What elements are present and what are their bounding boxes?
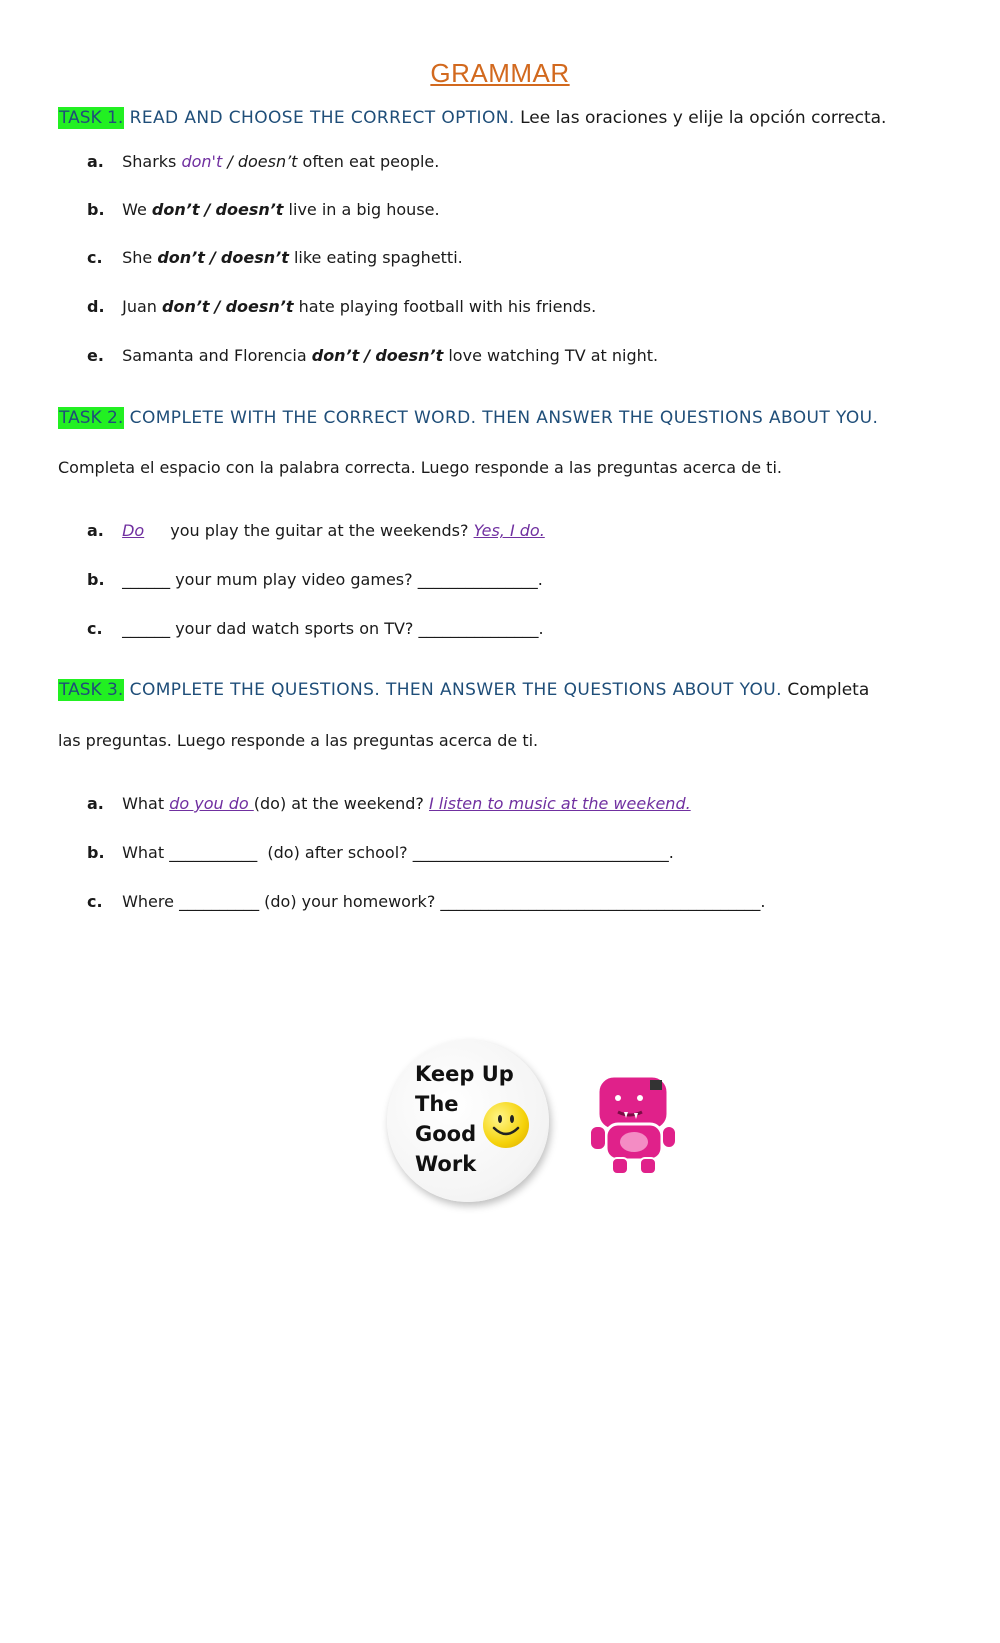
task2-blank[interactable]: ______ — [122, 570, 171, 589]
task2-note: Completa el espacio con la palabra correcta. Luego responde a las preguntas acerca de ti. — [58, 458, 782, 477]
task1-header — [58, 108, 970, 128]
task3-heading: COMPLETE THE QUESTIONS. THEN ANSWER THE QUESTIONS ABOUT YOU. — [129, 680, 782, 700]
task2-answer[interactable]: Yes, I do. — [473, 521, 545, 540]
task2-blank[interactable]: ______ — [122, 619, 171, 638]
task2-header — [58, 408, 970, 428]
task2-item-b: b. ______ your mum play video games? _______________. — [87, 570, 543, 589]
task2-item-a: a. Do you play the guitar at the weekends? Yes, I do. — [87, 521, 545, 540]
task1-option[interactable]: don’t — [162, 297, 210, 316]
task3-blank[interactable]: do you do — [169, 794, 254, 813]
page-title: GRAMMAR — [430, 58, 570, 88]
task3-header — [58, 680, 970, 700]
task3-answer[interactable]: ________________________________________. — [440, 892, 766, 911]
task2-answer[interactable]: _______________. — [418, 619, 544, 638]
task1-option[interactable]: doesn’t — [375, 346, 444, 365]
task3-item-c: c. Where __________ (do) your homework? ________________________________________. — [87, 892, 766, 911]
task1-option[interactable]: don’t — [311, 346, 360, 365]
task1-option[interactable]: don’t — [157, 248, 205, 267]
task1-item-a: a. Sharks don't / doesn’t often eat people. — [87, 152, 440, 171]
task1-option[interactable]: doesn’t — [220, 248, 289, 267]
task1-item-b: b. We don’t / doesn’t live in a big house. — [87, 200, 440, 219]
task2-blank[interactable]: Do — [122, 521, 145, 540]
task3-blank[interactable]: ___________ — [169, 843, 258, 862]
task1-item-d: d. Juan don’t / doesn’t hate playing football with his friends. — [87, 297, 597, 316]
task1-option[interactable]: don’t — [151, 200, 200, 219]
keep-up-badge: Keep Up The Good Work — [387, 1040, 549, 1202]
smiley-icon — [483, 1102, 529, 1148]
task2-heading: COMPLETE WITH THE CORRECT WORD. THEN ANSWER THE QUESTIONS ABOUT YOU. — [129, 408, 879, 428]
task1-heading: READ AND CHOOSE THE CORRECT OPTION. — [129, 108, 515, 128]
task1-option[interactable]: doesn’t — [215, 200, 284, 219]
task2-item-c: c. ______ your dad watch sports on TV? _______________. — [87, 619, 544, 638]
task3-item-a: a. What do you do (do) at the weekend? I listen to music at the weekend. — [87, 794, 691, 813]
task1-note: Lee las oraciones y elije la opción correcta. — [520, 108, 887, 128]
task3-answer[interactable]: I listen to music at the weekend. — [429, 794, 691, 813]
task2-tag: TASK 2. — [59, 408, 124, 428]
task3-note-start: Completa — [787, 680, 870, 700]
task1-option[interactable]: doesn’t — [225, 297, 294, 316]
task1-item-e: e. Samanta and Florencia don’t / doesn’t love watching TV at night. — [87, 346, 659, 365]
task3-tag: TASK 3. — [59, 680, 124, 700]
task2-answer[interactable]: _______________. — [417, 570, 543, 589]
pink-monster-icon — [588, 1068, 680, 1180]
task1-option[interactable]: doesn’t — [237, 152, 298, 171]
task3-answer[interactable]: ________________________________. — [412, 843, 674, 862]
task1-tag: TASK 1. — [59, 108, 124, 128]
task3-item-b: b. What ___________ (do) after school? ________________________________. — [87, 843, 674, 862]
task3-blank[interactable]: __________ — [179, 892, 260, 911]
task3-note: las preguntas. Luego responde a las preguntas acerca de ti. — [58, 731, 539, 750]
task1-item-c: c. She don’t / doesn’t like eating spaghetti. — [87, 248, 463, 267]
task1-option-selected[interactable]: don't — [181, 152, 223, 171]
